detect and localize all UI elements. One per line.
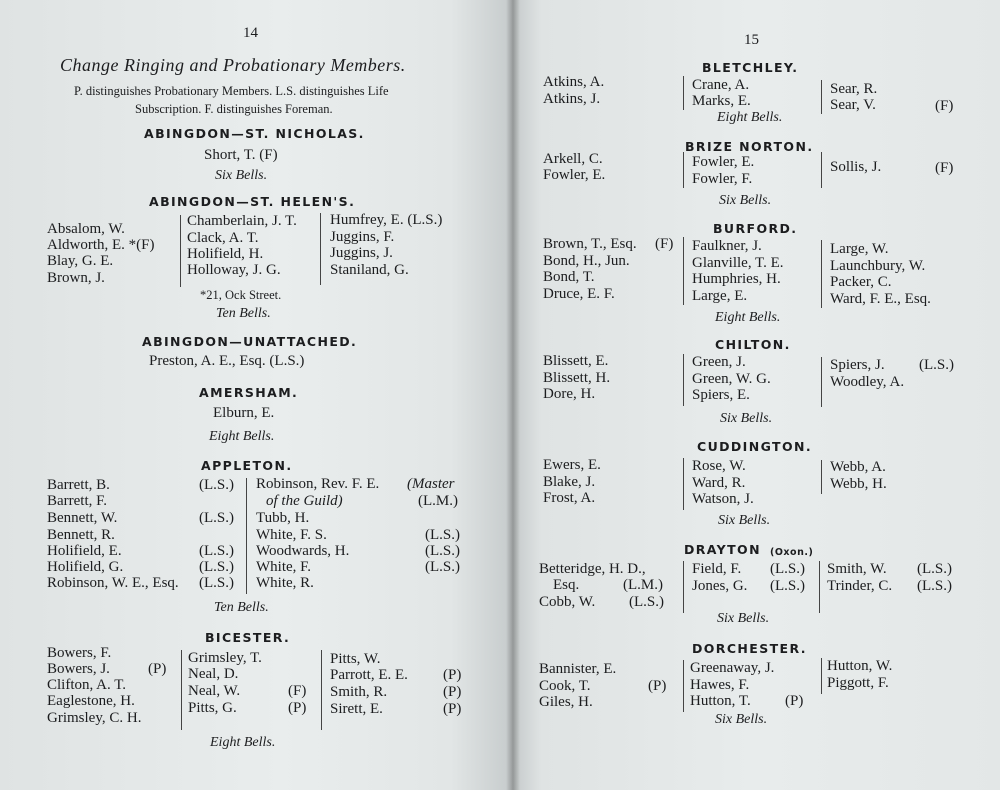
member-tag: (L.S.) — [917, 578, 952, 594]
member-tag: (P) — [148, 661, 167, 677]
member-name: Greenaway, J. — [690, 660, 775, 676]
member-name: Short, T. (F) — [204, 147, 278, 163]
member-name: Neal, W. — [188, 683, 241, 699]
member-name: Frost, A. — [543, 490, 596, 506]
member-name: Brown, J. — [47, 270, 105, 286]
member-name: Clack, A. T. — [187, 230, 259, 246]
member-name: Absalom, W. — [47, 221, 125, 237]
member-name: Pitts, W. — [330, 651, 381, 667]
column-divider — [821, 240, 822, 308]
column-divider — [683, 561, 684, 613]
member-name: Humphries, H. — [692, 271, 781, 287]
member-tag: (L.M.) — [418, 493, 458, 509]
member-tag: (L.S.) — [770, 561, 805, 577]
section-heading-abingdon-st-helens: ABINGDON—ST. HELEN'S. — [149, 194, 356, 209]
column-divider — [683, 660, 684, 712]
member-name: Blake, J. — [543, 474, 596, 490]
member-tag: (P) — [443, 701, 462, 717]
page-number-left: 14 — [243, 25, 258, 41]
member-name: Hutton, T. — [690, 693, 751, 709]
member-name: Eaglestone, H. — [47, 693, 135, 709]
member-name: Piggott, F. — [827, 675, 889, 691]
bells-count: Eight Bells. — [717, 110, 783, 125]
member-name: Hutton, W. — [827, 658, 893, 674]
member-tag: (L.S.) — [425, 559, 460, 575]
member-tag: (L.S.) — [199, 543, 234, 559]
member-name: Staniland, G. — [330, 262, 409, 278]
member-name: Woodwards, H. — [256, 543, 350, 559]
member-name: White, R. — [256, 575, 314, 591]
member-name: Sollis, J. — [830, 159, 882, 175]
book-gutter — [506, 0, 520, 790]
section-heading-drayton: DRAYTON — [684, 542, 761, 557]
member-name: Large, W. — [830, 241, 889, 257]
section-heading-dorchester: DORCHESTER. — [692, 641, 807, 656]
member-name: Woodley, A. — [830, 374, 905, 390]
member-name: Large, E. — [692, 288, 748, 304]
legend-note-line1: P. distinguishes Probationary Members. L.S. distinguishes Life — [74, 84, 389, 98]
section-heading-amersham: AMERSHAM. — [199, 385, 299, 400]
member-name: Atkins, J. — [543, 91, 601, 107]
member-name: Holifield, G. — [47, 559, 124, 575]
member-name: Ward, R. — [692, 475, 746, 491]
column-divider — [683, 152, 684, 188]
member-name: Robinson, W. E., Esq. — [47, 575, 179, 591]
member-name: Humfrey, E. (L.S.) — [330, 212, 443, 228]
member-tag: (F) — [935, 98, 954, 114]
member-name: Watson, J. — [692, 491, 754, 507]
member-name: Sirett, E. — [330, 701, 383, 717]
member-name: Juggins, F. — [330, 229, 395, 245]
member-name: Webb, H. — [830, 476, 887, 492]
member-tag: (L.S.) — [199, 575, 234, 591]
bells-count: Ten Bells. — [214, 600, 269, 615]
member-name: Holloway, J. G. — [187, 262, 281, 278]
member-tag: (F) — [935, 160, 954, 176]
member-name: Bond, T. — [543, 269, 595, 285]
member-tag: (P) — [443, 667, 462, 683]
member-name: Spiers, J. — [830, 357, 885, 373]
member-name: Cobb, W. — [539, 594, 596, 610]
member-name: Bond, H., Jun. — [543, 253, 630, 269]
member-tag: (L.S.) — [199, 477, 234, 493]
column-divider — [821, 658, 822, 694]
member-name: Arkell, C. — [543, 151, 603, 167]
member-tag: (L.S.) — [629, 594, 664, 610]
member-name: Crane, A. — [692, 77, 750, 93]
member-name: Jones, G. — [692, 578, 748, 594]
member-name: Betteridge, H. D., — [539, 561, 646, 577]
member-name: Barrett, B. — [47, 477, 110, 493]
bells-count: Six Bells. — [719, 193, 772, 208]
member-note: of the Guild) — [266, 493, 343, 509]
member-name: Smith, W. — [827, 561, 887, 577]
section-heading-bletchley: BLETCHLEY. — [702, 60, 799, 75]
right-page — [512, 0, 1000, 790]
section-heading-suffix: (Oxon.) — [770, 547, 814, 558]
member-tag: (L.S.) — [425, 543, 460, 559]
column-divider — [181, 650, 182, 730]
bells-count: Eight Bells. — [715, 310, 781, 325]
member-name: Blissett, E. — [543, 353, 609, 369]
section-heading-chilton: CHILTON. — [715, 337, 791, 352]
member-name: Launchbury, W. — [830, 258, 926, 274]
member-name: Preston, A. E., Esq. (L.S.) — [149, 353, 305, 369]
member-tag: (F) — [655, 236, 674, 252]
member-name: Sear, R. — [830, 81, 878, 97]
section-heading-appleton: APPLETON. — [201, 458, 293, 473]
section-heading-abingdon-unattached: ABINGDON—UNATTACHED. — [142, 334, 358, 349]
member-name: Fowler, E. — [692, 154, 755, 170]
member-name: Cook, T. — [539, 678, 591, 694]
member-name: Bowers, F. — [47, 645, 112, 661]
member-name: Bennett, R. — [47, 527, 115, 543]
column-divider — [683, 76, 684, 110]
member-name: Webb, A. — [830, 459, 886, 475]
member-name: Ewers, E. — [543, 457, 601, 473]
member-tag: (L.S.) — [199, 559, 234, 575]
member-name: Barrett, F. — [47, 493, 108, 509]
member-name: Hawes, F. — [690, 677, 750, 693]
member-name: Brown, T., Esq. — [543, 236, 637, 252]
section-heading-burford: BURFORD. — [713, 221, 798, 236]
member-name: Esq. — [553, 577, 580, 593]
member-name: Fowler, E. — [543, 167, 606, 183]
member-tag: (L.S.) — [425, 527, 460, 543]
page-number-right: 15 — [744, 32, 759, 48]
member-name: Field, F. — [692, 561, 742, 577]
member-name: Smith, R. — [330, 684, 388, 700]
member-name: Ward, F. E., Esq. — [830, 291, 931, 307]
member-tag: (P) — [443, 684, 462, 700]
legend-note-line2: Subscription. F. distinguishes Foreman. — [135, 102, 333, 116]
member-name: Pitts, G. — [188, 700, 237, 716]
member-tag: (P) — [648, 678, 667, 694]
bells-count: Six Bells. — [720, 411, 773, 426]
bells-count: Six Bells. — [718, 513, 771, 528]
member-name: Parrott, E. E. — [330, 667, 408, 683]
member-tag: (L.S.) — [919, 357, 954, 373]
member-name: Faulkner, J. — [692, 238, 762, 254]
page-title: Change Ringing and Probationary Members. — [60, 55, 406, 75]
bells-count: Eight Bells. — [210, 735, 276, 750]
member-tag: (L.S.) — [199, 510, 234, 526]
member-name: Packer, C. — [830, 274, 892, 290]
member-name: Marks, E. — [692, 93, 751, 109]
member-name: Glanville, T. E. — [692, 255, 784, 271]
column-divider — [683, 237, 684, 305]
column-divider — [321, 650, 322, 730]
member-note: (Master — [407, 476, 455, 492]
member-name: Sear, V. — [830, 97, 876, 113]
member-name: Bennett, W. — [47, 510, 118, 526]
member-name: Druce, E. F. — [543, 286, 615, 302]
member-name: Aldworth, E. *(F) — [47, 237, 155, 253]
column-divider — [821, 460, 822, 494]
member-tag: (P) — [785, 693, 804, 709]
member-name: Atkins, A. — [543, 74, 605, 90]
section-heading-cuddington: CUDDINGTON. — [697, 439, 812, 454]
member-name: Tubb, H. — [256, 510, 310, 526]
member-name: Green, J. — [692, 354, 746, 370]
member-tag: (P) — [288, 700, 307, 716]
section-heading-brize-norton: BRIZE NORTON. — [685, 139, 814, 154]
member-name: Blissett, H. — [543, 370, 611, 386]
member-name: White, F. — [256, 559, 312, 575]
member-name: Bannister, E. — [539, 661, 617, 677]
section-heading-abingdon-st-nicholas: ABINGDON—ST. NICHOLAS. — [144, 126, 365, 141]
column-divider — [683, 458, 684, 510]
member-tag: (L.S.) — [770, 578, 805, 594]
bells-count: Six Bells. — [715, 712, 768, 727]
bells-count: Ten Bells. — [216, 306, 271, 321]
address-note: *21, Ock Street. — [200, 288, 282, 302]
section-heading-bicester: BICESTER. — [205, 630, 291, 645]
member-name: Blay, G. E. — [47, 253, 114, 269]
bells-count: Six Bells. — [215, 168, 268, 183]
member-name: Trinder, C. — [827, 578, 893, 594]
member-tag: (L.M.) — [623, 577, 663, 593]
column-divider — [320, 213, 321, 285]
member-name: Giles, H. — [539, 694, 593, 710]
member-name: Fowler, F. — [692, 171, 753, 187]
member-name: White, F. S. — [256, 527, 327, 543]
member-name: Clifton, A. T. — [47, 677, 127, 693]
member-name: Chamberlain, J. T. — [187, 213, 297, 229]
column-divider — [821, 357, 822, 407]
member-tag: (F) — [288, 683, 307, 699]
member-name: Holifield, E. — [47, 543, 122, 559]
member-name: Spiers, E. — [692, 387, 750, 403]
member-name: Robinson, Rev. F. E. — [256, 476, 380, 492]
member-name: Dore, H. — [543, 386, 596, 402]
column-divider — [821, 152, 822, 188]
member-name: Green, W. G. — [692, 371, 771, 387]
bells-count: Six Bells. — [717, 611, 770, 626]
column-divider — [821, 80, 822, 114]
column-divider — [180, 215, 181, 287]
member-name: Neal, D. — [188, 666, 239, 682]
member-name: Holifield, H. — [187, 246, 264, 262]
member-name: Grimsley, C. H. — [47, 710, 142, 726]
member-name: Bowers, J. — [47, 661, 110, 677]
member-name: Grimsley, T. — [188, 650, 262, 666]
member-name: Juggins, J. — [330, 245, 393, 261]
member-name: Rose, W. — [692, 458, 746, 474]
member-name: Elburn, E. — [213, 405, 275, 421]
bells-count: Eight Bells. — [209, 429, 275, 444]
member-tag: (L.S.) — [917, 561, 952, 577]
column-divider — [246, 478, 247, 594]
column-divider — [819, 561, 820, 613]
column-divider — [683, 354, 684, 406]
